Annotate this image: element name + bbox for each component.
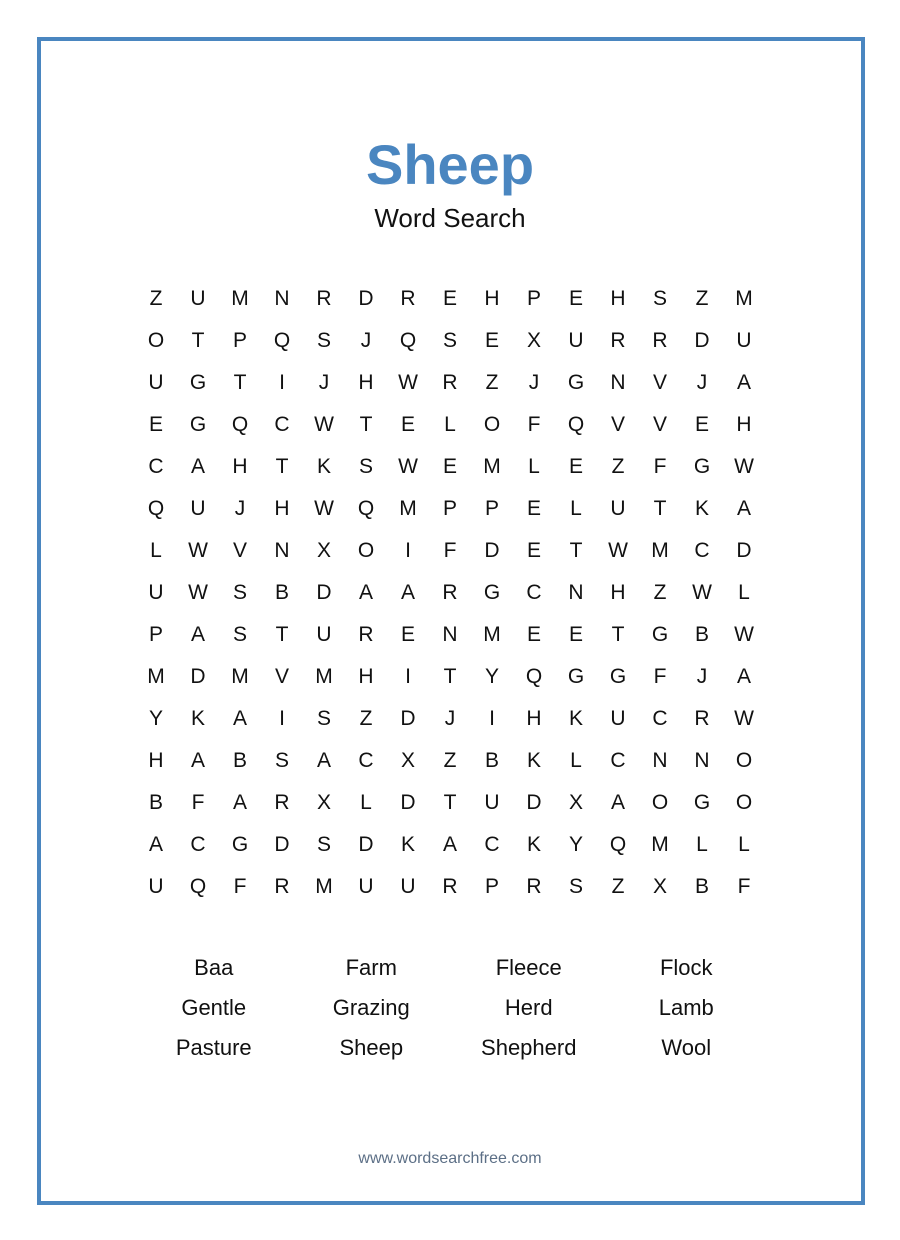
- grid-letter: K: [526, 749, 541, 772]
- grid-letter: R: [442, 875, 458, 898]
- grid-letter: D: [400, 791, 416, 814]
- grid-letter: L: [570, 497, 582, 520]
- grid-letter: W: [734, 707, 754, 730]
- grid-letter: U: [190, 287, 206, 310]
- grid-letter: Z: [611, 455, 625, 478]
- grid-letter: Z: [653, 581, 667, 604]
- grid-letter: M: [231, 287, 249, 310]
- grid-letter: R: [442, 581, 458, 604]
- grid-letter: V: [652, 371, 667, 394]
- grid-row: [135, 740, 765, 782]
- grid-letter: L: [570, 749, 582, 772]
- footer-url: www.wordsearchfree.com: [358, 1150, 542, 1167]
- grid-letter: W: [734, 455, 754, 478]
- grid-letter: W: [314, 497, 334, 520]
- grid-letter: Y: [484, 665, 499, 688]
- grid-letter: Y: [568, 833, 583, 856]
- grid-letter: E: [484, 329, 499, 352]
- grid-letter: N: [274, 539, 290, 562]
- grid-letter: Q: [525, 665, 543, 688]
- grid-letter: R: [442, 371, 458, 394]
- grid-letter: K: [316, 455, 331, 478]
- word-list-row: [135, 948, 765, 988]
- grid-letter: M: [651, 539, 669, 562]
- grid-letter: C: [610, 749, 626, 772]
- grid-letter: G: [231, 833, 249, 856]
- grid-letter: Z: [149, 287, 163, 310]
- grid-letter: E: [526, 497, 541, 520]
- grid-row: [135, 278, 765, 320]
- grid-letter: H: [358, 665, 374, 688]
- grid-letter: G: [609, 665, 627, 688]
- grid-letter: J: [234, 497, 246, 520]
- grid-row: [135, 362, 765, 404]
- grid-letter: U: [148, 581, 164, 604]
- grid-letter: D: [400, 707, 416, 730]
- grid-letter: F: [443, 539, 457, 562]
- grid-letter: W: [608, 539, 628, 562]
- grid-letter: S: [442, 329, 457, 352]
- word-list-item: Herd: [504, 995, 553, 1020]
- grid-letter: R: [694, 707, 710, 730]
- grid-letter: C: [652, 707, 668, 730]
- grid-letter: U: [610, 707, 626, 730]
- grid-letter: D: [484, 539, 500, 562]
- grid-letter: J: [528, 371, 540, 394]
- grid-letter: M: [651, 833, 669, 856]
- grid-letter: D: [358, 287, 374, 310]
- grid-letter: X: [652, 875, 667, 898]
- word-list-item: Wool: [661, 1035, 712, 1060]
- grid-letter: Q: [273, 329, 291, 352]
- grid-letter: E: [526, 623, 541, 646]
- grid-letter: I: [405, 665, 411, 688]
- grid-row: [135, 614, 765, 656]
- grid-letter: M: [735, 287, 753, 310]
- grid-letter: T: [191, 329, 205, 352]
- grid-letter: D: [316, 581, 332, 604]
- grid-letter: K: [190, 707, 205, 730]
- grid-letter: E: [568, 455, 583, 478]
- grid-letter: U: [610, 497, 626, 520]
- grid-row: [135, 446, 765, 488]
- grid-letter: D: [526, 791, 542, 814]
- grid-letter: T: [233, 371, 247, 394]
- grid-letter: C: [148, 455, 164, 478]
- grid-letter: E: [442, 287, 457, 310]
- word-list: [135, 948, 765, 1068]
- grid-letter: B: [274, 581, 289, 604]
- grid-letter: W: [734, 623, 754, 646]
- grid-letter: G: [483, 581, 501, 604]
- grid-letter: E: [400, 413, 415, 436]
- grid-letter: Q: [399, 329, 417, 352]
- grid-letter: P: [232, 329, 247, 352]
- word-list-item: Sheep: [339, 1035, 404, 1060]
- grid-letter: M: [483, 455, 501, 478]
- grid-letter: B: [694, 623, 709, 646]
- grid-letter: L: [360, 791, 372, 814]
- grid-letter: Q: [231, 413, 249, 436]
- grid-letter: Q: [357, 497, 375, 520]
- grid-letter: T: [443, 791, 457, 814]
- grid-letter: W: [188, 581, 208, 604]
- grid-letter: N: [652, 749, 668, 772]
- grid-letter: V: [610, 413, 625, 436]
- grid-letter: O: [651, 791, 669, 814]
- grid-letter: H: [232, 455, 248, 478]
- grid-letter: L: [738, 581, 750, 604]
- grid-letter: Z: [695, 287, 709, 310]
- grid-letter: J: [696, 665, 708, 688]
- word-list-row: [135, 1028, 765, 1068]
- grid-letter: Q: [147, 497, 165, 520]
- grid-letter: S: [358, 455, 373, 478]
- grid-letter: R: [274, 875, 290, 898]
- grid-letter: M: [231, 665, 249, 688]
- grid-letter: B: [148, 791, 163, 814]
- grid-letter: D: [358, 833, 374, 856]
- grid-letter: T: [443, 665, 457, 688]
- grid-letter: K: [526, 833, 541, 856]
- grid-letter: J: [444, 707, 456, 730]
- grid-letter: H: [736, 413, 752, 436]
- grid-letter: E: [694, 413, 709, 436]
- grid-letter: Z: [359, 707, 373, 730]
- grid-letter: E: [400, 623, 415, 646]
- grid-letter: U: [484, 791, 500, 814]
- grid-letter: K: [694, 497, 709, 520]
- word-list-item: Flock: [659, 955, 713, 980]
- grid-letter: R: [652, 329, 668, 352]
- grid-letter: S: [316, 707, 331, 730]
- grid-letter: R: [358, 623, 374, 646]
- grid-letter: H: [610, 581, 626, 604]
- word-list-item: Farm: [345, 955, 397, 980]
- grid-letter: F: [527, 413, 541, 436]
- word-list-item: Pasture: [175, 1035, 252, 1060]
- grid-letter: U: [148, 371, 164, 394]
- grid-letter: F: [737, 875, 751, 898]
- grid-letter: O: [735, 749, 753, 772]
- grid-letter: L: [444, 413, 456, 436]
- grid-letter: A: [190, 749, 205, 772]
- grid-letter: O: [483, 413, 501, 436]
- grid-letter: B: [694, 875, 709, 898]
- grid-letter: D: [190, 665, 206, 688]
- grid-letter: C: [694, 539, 710, 562]
- grid-row: [135, 656, 765, 698]
- grid-row: [135, 824, 765, 866]
- grid-letter: C: [358, 749, 374, 772]
- grid-letter: C: [190, 833, 206, 856]
- grid-letter: H: [358, 371, 374, 394]
- grid-letter: S: [652, 287, 667, 310]
- grid-letter: N: [274, 287, 290, 310]
- grid-letter: W: [398, 371, 418, 394]
- grid-letter: E: [442, 455, 457, 478]
- grid-letter: J: [696, 371, 708, 394]
- grid-letter: Q: [567, 413, 585, 436]
- grid-letter: U: [568, 329, 584, 352]
- grid-row: [135, 572, 765, 614]
- grid-letter: D: [274, 833, 290, 856]
- grid-letter: E: [568, 287, 583, 310]
- grid-letter: S: [568, 875, 583, 898]
- grid-letter: R: [526, 875, 542, 898]
- grid-letter: G: [567, 665, 585, 688]
- grid-letter: C: [484, 833, 500, 856]
- grid-letter: H: [148, 749, 164, 772]
- grid-letter: M: [399, 497, 417, 520]
- grid-letter: G: [189, 413, 207, 436]
- grid-letter: G: [189, 371, 207, 394]
- grid-letter: S: [316, 833, 331, 856]
- grid-letter: I: [405, 539, 411, 562]
- grid-letter: A: [610, 791, 625, 814]
- grid-letter: Z: [485, 371, 499, 394]
- grid-letter: D: [736, 539, 752, 562]
- grid-letter: P: [526, 287, 541, 310]
- grid-letter: A: [190, 623, 205, 646]
- grid-letter: X: [400, 749, 415, 772]
- grid-letter: M: [315, 875, 333, 898]
- grid-letter: O: [357, 539, 375, 562]
- grid-letter: T: [359, 413, 373, 436]
- grid-letter: O: [147, 329, 165, 352]
- grid-letter: D: [694, 329, 710, 352]
- grid-letter: V: [274, 665, 289, 688]
- grid-row: [135, 488, 765, 530]
- grid-letter: X: [316, 539, 331, 562]
- word-list-item: Gentle: [181, 995, 247, 1020]
- grid-row: [135, 698, 765, 740]
- grid-letter: H: [484, 287, 500, 310]
- grid-letter: G: [693, 455, 711, 478]
- grid-letter: S: [232, 581, 247, 604]
- grid-letter: W: [314, 413, 334, 436]
- grid-letter: K: [400, 833, 415, 856]
- grid-letter: P: [148, 623, 163, 646]
- grid-letter: Q: [189, 875, 207, 898]
- grid-letter: M: [315, 665, 333, 688]
- grid-letter: A: [400, 581, 415, 604]
- grid-letter: F: [653, 455, 667, 478]
- grid-letter: J: [318, 371, 330, 394]
- puzzle-subtitle: Word Search: [374, 203, 526, 233]
- grid-letter: T: [275, 623, 289, 646]
- grid-letter: A: [736, 665, 751, 688]
- grid-letter: P: [442, 497, 457, 520]
- grid-row: [135, 404, 765, 446]
- grid-letter: Z: [443, 749, 457, 772]
- grid-letter: H: [526, 707, 542, 730]
- grid-letter: A: [358, 581, 373, 604]
- grid-letter: A: [190, 455, 205, 478]
- grid-letter: G: [651, 623, 669, 646]
- grid-letter: C: [526, 581, 542, 604]
- grid-letter: N: [610, 371, 626, 394]
- grid-letter: A: [316, 749, 331, 772]
- grid-letter: L: [696, 833, 708, 856]
- grid-letter: V: [232, 539, 247, 562]
- grid-letter: J: [360, 329, 372, 352]
- grid-letter: U: [736, 329, 752, 352]
- grid-letter: P: [484, 875, 499, 898]
- grid-letter: T: [569, 539, 583, 562]
- word-list-item: Baa: [194, 955, 234, 980]
- grid-letter: F: [653, 665, 667, 688]
- grid-letter: R: [316, 287, 332, 310]
- grid-letter: W: [692, 581, 712, 604]
- grid-letter: U: [148, 875, 164, 898]
- grid-letter: T: [611, 623, 625, 646]
- word-list-item: Shepherd: [481, 1035, 577, 1060]
- grid-letter: U: [358, 875, 374, 898]
- grid-letter: Q: [609, 833, 627, 856]
- grid-letter: I: [279, 707, 285, 730]
- grid-letter: R: [274, 791, 290, 814]
- grid-letter: O: [735, 791, 753, 814]
- grid-letter: A: [148, 833, 163, 856]
- grid-letter: A: [736, 497, 751, 520]
- grid-letter: I: [279, 371, 285, 394]
- puzzle-title: Sheep: [365, 133, 535, 196]
- grid-letter: L: [738, 833, 750, 856]
- word-list-item: Fleece: [495, 955, 562, 980]
- grid-letter: V: [652, 413, 667, 436]
- grid-row: [135, 530, 765, 572]
- grid-letter: M: [147, 665, 165, 688]
- grid-letter: E: [148, 413, 163, 436]
- grid-letter: N: [442, 623, 458, 646]
- grid-letter: X: [316, 791, 331, 814]
- word-list-row: [135, 988, 765, 1028]
- word-list-item: Lamb: [658, 995, 714, 1020]
- grid-letter: F: [233, 875, 247, 898]
- word-list-item: Grazing: [332, 995, 410, 1020]
- grid-letter: A: [442, 833, 457, 856]
- letter-grid: [135, 278, 765, 908]
- grid-letter: A: [736, 371, 751, 394]
- grid-letter: I: [489, 707, 495, 730]
- grid-letter: Z: [611, 875, 625, 898]
- grid-letter: E: [526, 539, 541, 562]
- grid-letter: R: [400, 287, 416, 310]
- grid-letter: B: [232, 749, 247, 772]
- grid-letter: G: [567, 371, 585, 394]
- grid-letter: S: [274, 749, 289, 772]
- grid-letter: U: [190, 497, 206, 520]
- grid-letter: C: [274, 413, 290, 436]
- grid-letter: M: [483, 623, 501, 646]
- grid-letter: H: [610, 287, 626, 310]
- grid-letter: N: [568, 581, 584, 604]
- grid-letter: S: [232, 623, 247, 646]
- grid-letter: L: [528, 455, 540, 478]
- grid-row: [135, 782, 765, 824]
- grid-row: [135, 866, 765, 908]
- grid-letter: U: [316, 623, 332, 646]
- grid-letter: X: [568, 791, 583, 814]
- grid-letter: S: [316, 329, 331, 352]
- grid-letter: N: [694, 749, 710, 772]
- grid-letter: T: [653, 497, 667, 520]
- grid-letter: H: [274, 497, 290, 520]
- grid-letter: R: [610, 329, 626, 352]
- grid-letter: G: [693, 791, 711, 814]
- grid-letter: F: [191, 791, 205, 814]
- grid-letter: A: [232, 707, 247, 730]
- grid-letter: U: [400, 875, 416, 898]
- grid-row: [135, 320, 765, 362]
- grid-letter: B: [484, 749, 499, 772]
- grid-letter: A: [232, 791, 247, 814]
- grid-letter: P: [484, 497, 499, 520]
- grid-letter: Y: [148, 707, 163, 730]
- grid-letter: W: [398, 455, 418, 478]
- grid-letter: K: [568, 707, 583, 730]
- grid-letter: E: [568, 623, 583, 646]
- grid-letter: W: [188, 539, 208, 562]
- grid-letter: L: [150, 539, 162, 562]
- grid-letter: X: [526, 329, 541, 352]
- grid-letter: T: [275, 455, 289, 478]
